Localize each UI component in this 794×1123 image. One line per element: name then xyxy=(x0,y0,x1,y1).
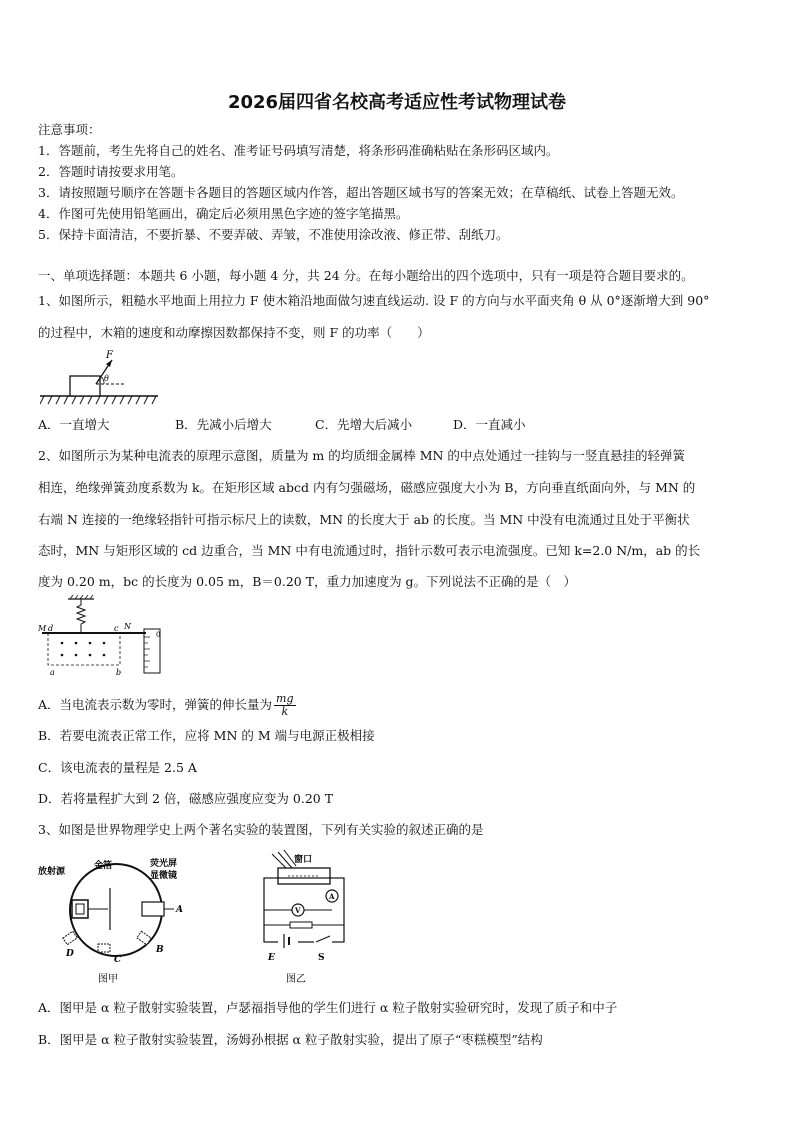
notice-heading: 注意事项： xyxy=(38,122,101,137)
question-1-text: 1、如图所示，粗糙水平地面上用拉力 F 使木箱沿地面做匀速直线运动. 设 F 的方向与水平面夹角 θ 从 0°逐渐增大到 90° xyxy=(38,293,710,308)
angle-label: θ xyxy=(104,374,109,383)
label-source: 放射源 xyxy=(38,867,66,877)
label-c: c xyxy=(114,624,119,633)
question-3-text: 3、如图是世界物理学史上两个著名实验的装置图，下列有关实验的叙述正确的是 xyxy=(38,822,484,837)
notice-item: 1．答题前，考生先将自己的姓名、准考证号码填写清楚，将条形码准确粘贴在条形码区域内。 xyxy=(38,143,559,158)
notice-item: 4．作图可先使用铅笔画出，确定后必须用黑色字迹的签字笔描黑。 xyxy=(38,206,409,221)
label-a: a xyxy=(50,668,55,677)
label-c: C xyxy=(114,955,122,965)
question-2-figure xyxy=(38,595,168,679)
label-n: N xyxy=(124,622,131,631)
label-s: S xyxy=(318,953,325,963)
fraction xyxy=(274,693,295,718)
notice-item: 5．保持卡面清洁，不要折暴、不要弄破、弄皱，不准使用涂改液、修正带、刮纸刀。 xyxy=(38,227,509,242)
label-b: b xyxy=(116,668,122,677)
figure-a-caption: 图甲 xyxy=(98,974,118,985)
figure-b-caption: 图乙 xyxy=(286,974,306,985)
question-2-text: 2、如图所示为某种电流表的原理示意图，质量为 m 的均质细金属棒 MN 的中点处通过一挂钩与一竖直悬挂的轻弹簧 xyxy=(38,448,685,463)
question-2-text: 度为 0.20 m，bc 的长度为 0.05 m，B＝0.20 T，重力加速度为 g。下列说法不正确的是（ ） xyxy=(38,574,577,589)
option-b[interactable]: B．图甲是 α 粒子散射实验装置，汤姆孙根据 α 粒子散射实验，提出了原子“枣糕模型”结构 xyxy=(38,1032,543,1047)
option-b[interactable]: B．先减小后增大 xyxy=(175,417,272,432)
voltmeter-label: V xyxy=(295,906,301,915)
notice-item: 3．请按照题号顺序在答题卡各题目的答题区域内作答，超出答题区域书写的答案无效；在草稿纸、试卷上答题无效。 xyxy=(38,185,684,200)
option-b[interactable]: B．若要电流表正常工作，应将 MN 的 M 端与电源正极相接 xyxy=(38,728,375,743)
label-window: 窗口 xyxy=(294,855,313,865)
label-d: D xyxy=(66,949,74,959)
label-foil: 金箔 xyxy=(94,861,113,871)
option-a[interactable]: A．图甲是 α 粒子散射实验装置，卢瑟福指导他的学生们进行 α 粒子散射实验研究时，发现了质子和中子 xyxy=(38,1000,618,1015)
section-heading: 一、单项选择题：本题共 6 小题，每小题 4 分，共 24 分。在每小题给出的四个选项中，只有一项是符合题目要求的。 xyxy=(38,268,694,283)
ammeter-label: A xyxy=(329,892,335,901)
question-2-text: 相连，绝缘弹簧劲度系数为 k。在矩形区域 abcd 内有匀强磁场，磁感应强度大小为 B，方向垂直纸面向外，与 MN 的 xyxy=(38,480,696,495)
scale-zero-label: 0 xyxy=(156,631,161,639)
page-title: 2026届四省名校高考适应性考试物理试卷 xyxy=(227,92,567,113)
label-screen: 荧光屏 xyxy=(150,859,178,869)
option-a[interactable]: A．一直增大 xyxy=(38,417,110,432)
fraction-numerator: mg xyxy=(276,692,294,705)
question-3-figure-b xyxy=(258,848,358,988)
notice-item: 2．答题时请按要求用笔。 xyxy=(38,164,184,179)
fraction-denominator: k xyxy=(281,705,289,718)
label-a: A xyxy=(176,905,183,915)
option-a-text: A．当电流表示数为零时，弹簧的伸长量为 xyxy=(38,697,273,712)
label-b: B xyxy=(156,945,164,955)
option-d[interactable]: D．若将量程扩大到 2 倍，磁感应强度应变为 0.20 T xyxy=(38,791,334,806)
option-c[interactable]: C．先增大后减小 xyxy=(315,417,413,432)
question-1-figure xyxy=(40,346,160,408)
label-microscope: 显微镜 xyxy=(150,871,178,881)
label-m: M xyxy=(38,624,47,633)
question-2-text: 态时，MN 与矩形区域的 cd 边重合，当 MN 中有电流通过时，指针示数可表示电流强度。已知 k=2.0 N/m，ab 的长 xyxy=(38,543,701,558)
option-d[interactable]: D．一直减小 xyxy=(453,417,526,432)
force-label: F xyxy=(106,350,113,361)
option-c[interactable]: C．该电流表的量程是 2.5 A xyxy=(38,760,197,775)
label-d: d xyxy=(48,624,54,633)
question-2-text: 右端 N 连接的一绝缘轻指针可指示标尺上的读数，MN 的长度大于 ab 的长度。当 MN 中没有电流通过且处于平衡状 xyxy=(38,512,690,527)
option-a[interactable] xyxy=(38,693,296,718)
question-3-figure-a xyxy=(38,848,198,988)
label-e: E xyxy=(268,953,275,963)
question-1-text: 的过程中，木箱的速度和动摩擦因数都保持不变，则 F 的功率（ ） xyxy=(38,325,430,340)
